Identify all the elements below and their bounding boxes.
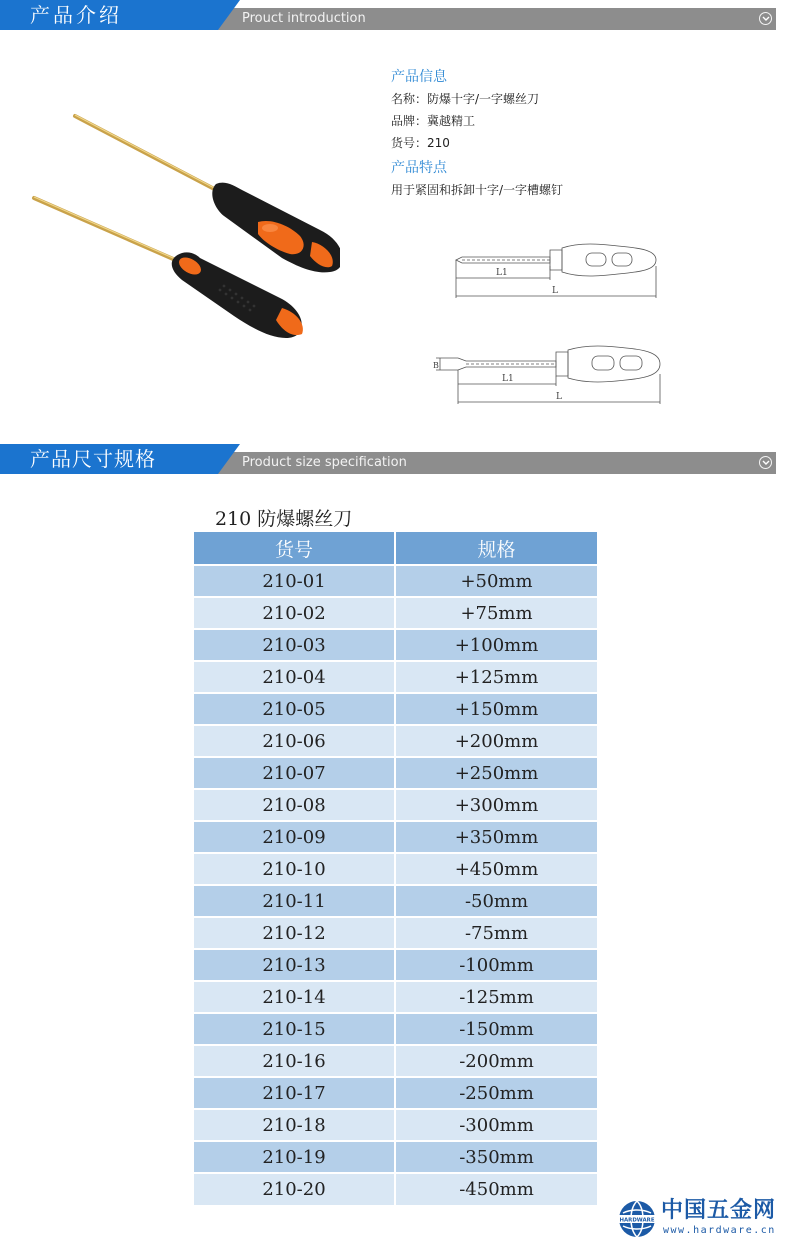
logo-url: www.hardware.cn <box>663 1225 776 1236</box>
cell-spec: -450mm <box>395 1173 597 1205</box>
drawing1-label-l1: L1 <box>496 268 508 278</box>
cell-spec: +50mm <box>395 565 597 597</box>
logo-brand: 中国五金网 <box>661 1198 777 1223</box>
table-row <box>194 757 597 789</box>
intro-title-en: Prouct introduction <box>242 11 366 26</box>
cell-spec: +150mm <box>395 693 597 725</box>
cell-item-number: 210-16 <box>194 1045 395 1077</box>
cell-item-number: 210-15 <box>194 1013 395 1045</box>
cell-spec: +125mm <box>395 661 597 693</box>
size-title-en: Product size specification <box>242 455 407 470</box>
cell-spec: +300mm <box>395 789 597 821</box>
cell-item-number: 210-09 <box>194 821 395 853</box>
table-row <box>194 949 597 981</box>
cell-spec: -200mm <box>395 1045 597 1077</box>
cell-spec: -150mm <box>395 1013 597 1045</box>
cell-item-number: 210-07 <box>194 757 395 789</box>
column-header-item-number: 货号 <box>194 532 395 565</box>
cell-item-number: 210-18 <box>194 1109 395 1141</box>
table-row <box>194 597 597 629</box>
table-row <box>194 661 597 693</box>
table-row <box>194 981 597 1013</box>
cell-item-number: 210-20 <box>194 1173 395 1205</box>
cell-item-number: 210-06 <box>194 725 395 757</box>
product-photo <box>20 100 340 350</box>
globe-text: HARDWARE <box>619 1217 655 1224</box>
cell-spec: -125mm <box>395 981 597 1013</box>
table-row <box>194 853 597 885</box>
cell-item-number: 210-03 <box>194 629 395 661</box>
size-section-header <box>0 444 790 474</box>
product-name: 名称：防爆十字/一字螺丝刀 <box>391 92 540 106</box>
cell-item-number: 210-02 <box>194 597 395 629</box>
cell-item-number: 210-10 <box>194 853 395 885</box>
cell-spec: +350mm <box>395 821 597 853</box>
product-item-number: 货号：210 <box>391 136 450 150</box>
cell-item-number: 210-19 <box>194 1141 395 1173</box>
cell-spec: -300mm <box>395 1109 597 1141</box>
cell-item-number: 210-12 <box>194 917 395 949</box>
cell-spec: -75mm <box>395 917 597 949</box>
cell-item-number: 210-05 <box>194 693 395 725</box>
table-row <box>194 565 597 597</box>
cell-spec: -100mm <box>395 949 597 981</box>
cell-item-number: 210-17 <box>194 1077 395 1109</box>
cell-spec: +75mm <box>395 597 597 629</box>
phillips-dimension-drawing <box>450 236 670 302</box>
product-info <box>391 66 771 201</box>
table-body <box>194 565 597 1205</box>
table-row <box>194 629 597 661</box>
info-heading: 产品信息 <box>391 69 447 85</box>
globe-icon <box>617 1199 657 1239</box>
table-row <box>194 917 597 949</box>
cell-spec: +200mm <box>395 725 597 757</box>
spec-table <box>194 532 597 1205</box>
cell-spec: +100mm <box>395 629 597 661</box>
table-row <box>194 1173 597 1205</box>
chevron-down-icon[interactable] <box>759 456 772 469</box>
table-row <box>194 885 597 917</box>
cell-item-number: 210-04 <box>194 661 395 693</box>
table-row <box>194 1141 597 1173</box>
table-title: 210 防爆螺丝刀 <box>215 508 353 530</box>
drawing2-label-l1: L1 <box>502 374 514 384</box>
cell-item-number: 210-01 <box>194 565 395 597</box>
cell-spec: -250mm <box>395 1077 597 1109</box>
table-row <box>194 789 597 821</box>
table-row <box>194 1077 597 1109</box>
table-row <box>194 1045 597 1077</box>
cell-item-number: 210-13 <box>194 949 395 981</box>
product-brand: 品牌：冀越精工 <box>391 114 476 128</box>
column-header-spec: 规格 <box>395 532 597 565</box>
feature-heading: 产品特点 <box>391 160 447 176</box>
cell-item-number: 210-14 <box>194 981 395 1013</box>
drawing2-label-b: B <box>433 361 439 370</box>
cell-item-number: 210-08 <box>194 789 395 821</box>
cell-spec: +450mm <box>395 853 597 885</box>
drawing2-label-l: L <box>556 392 562 402</box>
chevron-down-icon[interactable] <box>759 12 772 25</box>
intro-title-cn: 产品介绍 <box>30 3 122 27</box>
intro-section-header <box>0 0 790 30</box>
cell-spec: -350mm <box>395 1141 597 1173</box>
table-row <box>194 725 597 757</box>
table-header-row <box>194 532 597 565</box>
cell-spec: +250mm <box>395 757 597 789</box>
table-row <box>194 821 597 853</box>
drawing1-label-l: L <box>552 286 558 296</box>
slotted-dimension-drawing <box>432 340 668 408</box>
cell-spec: -50mm <box>395 885 597 917</box>
table-row <box>194 693 597 725</box>
size-title-cn: 产品尺寸规格 <box>30 447 156 471</box>
table-row <box>194 1109 597 1141</box>
cell-item-number: 210-11 <box>194 885 395 917</box>
table-row <box>194 1013 597 1045</box>
hardware-logo <box>617 1197 787 1241</box>
feature-text: 用于紧固和拆卸十字/一字槽螺钉 <box>391 183 564 197</box>
slotted-screwdriver-image <box>75 115 340 272</box>
